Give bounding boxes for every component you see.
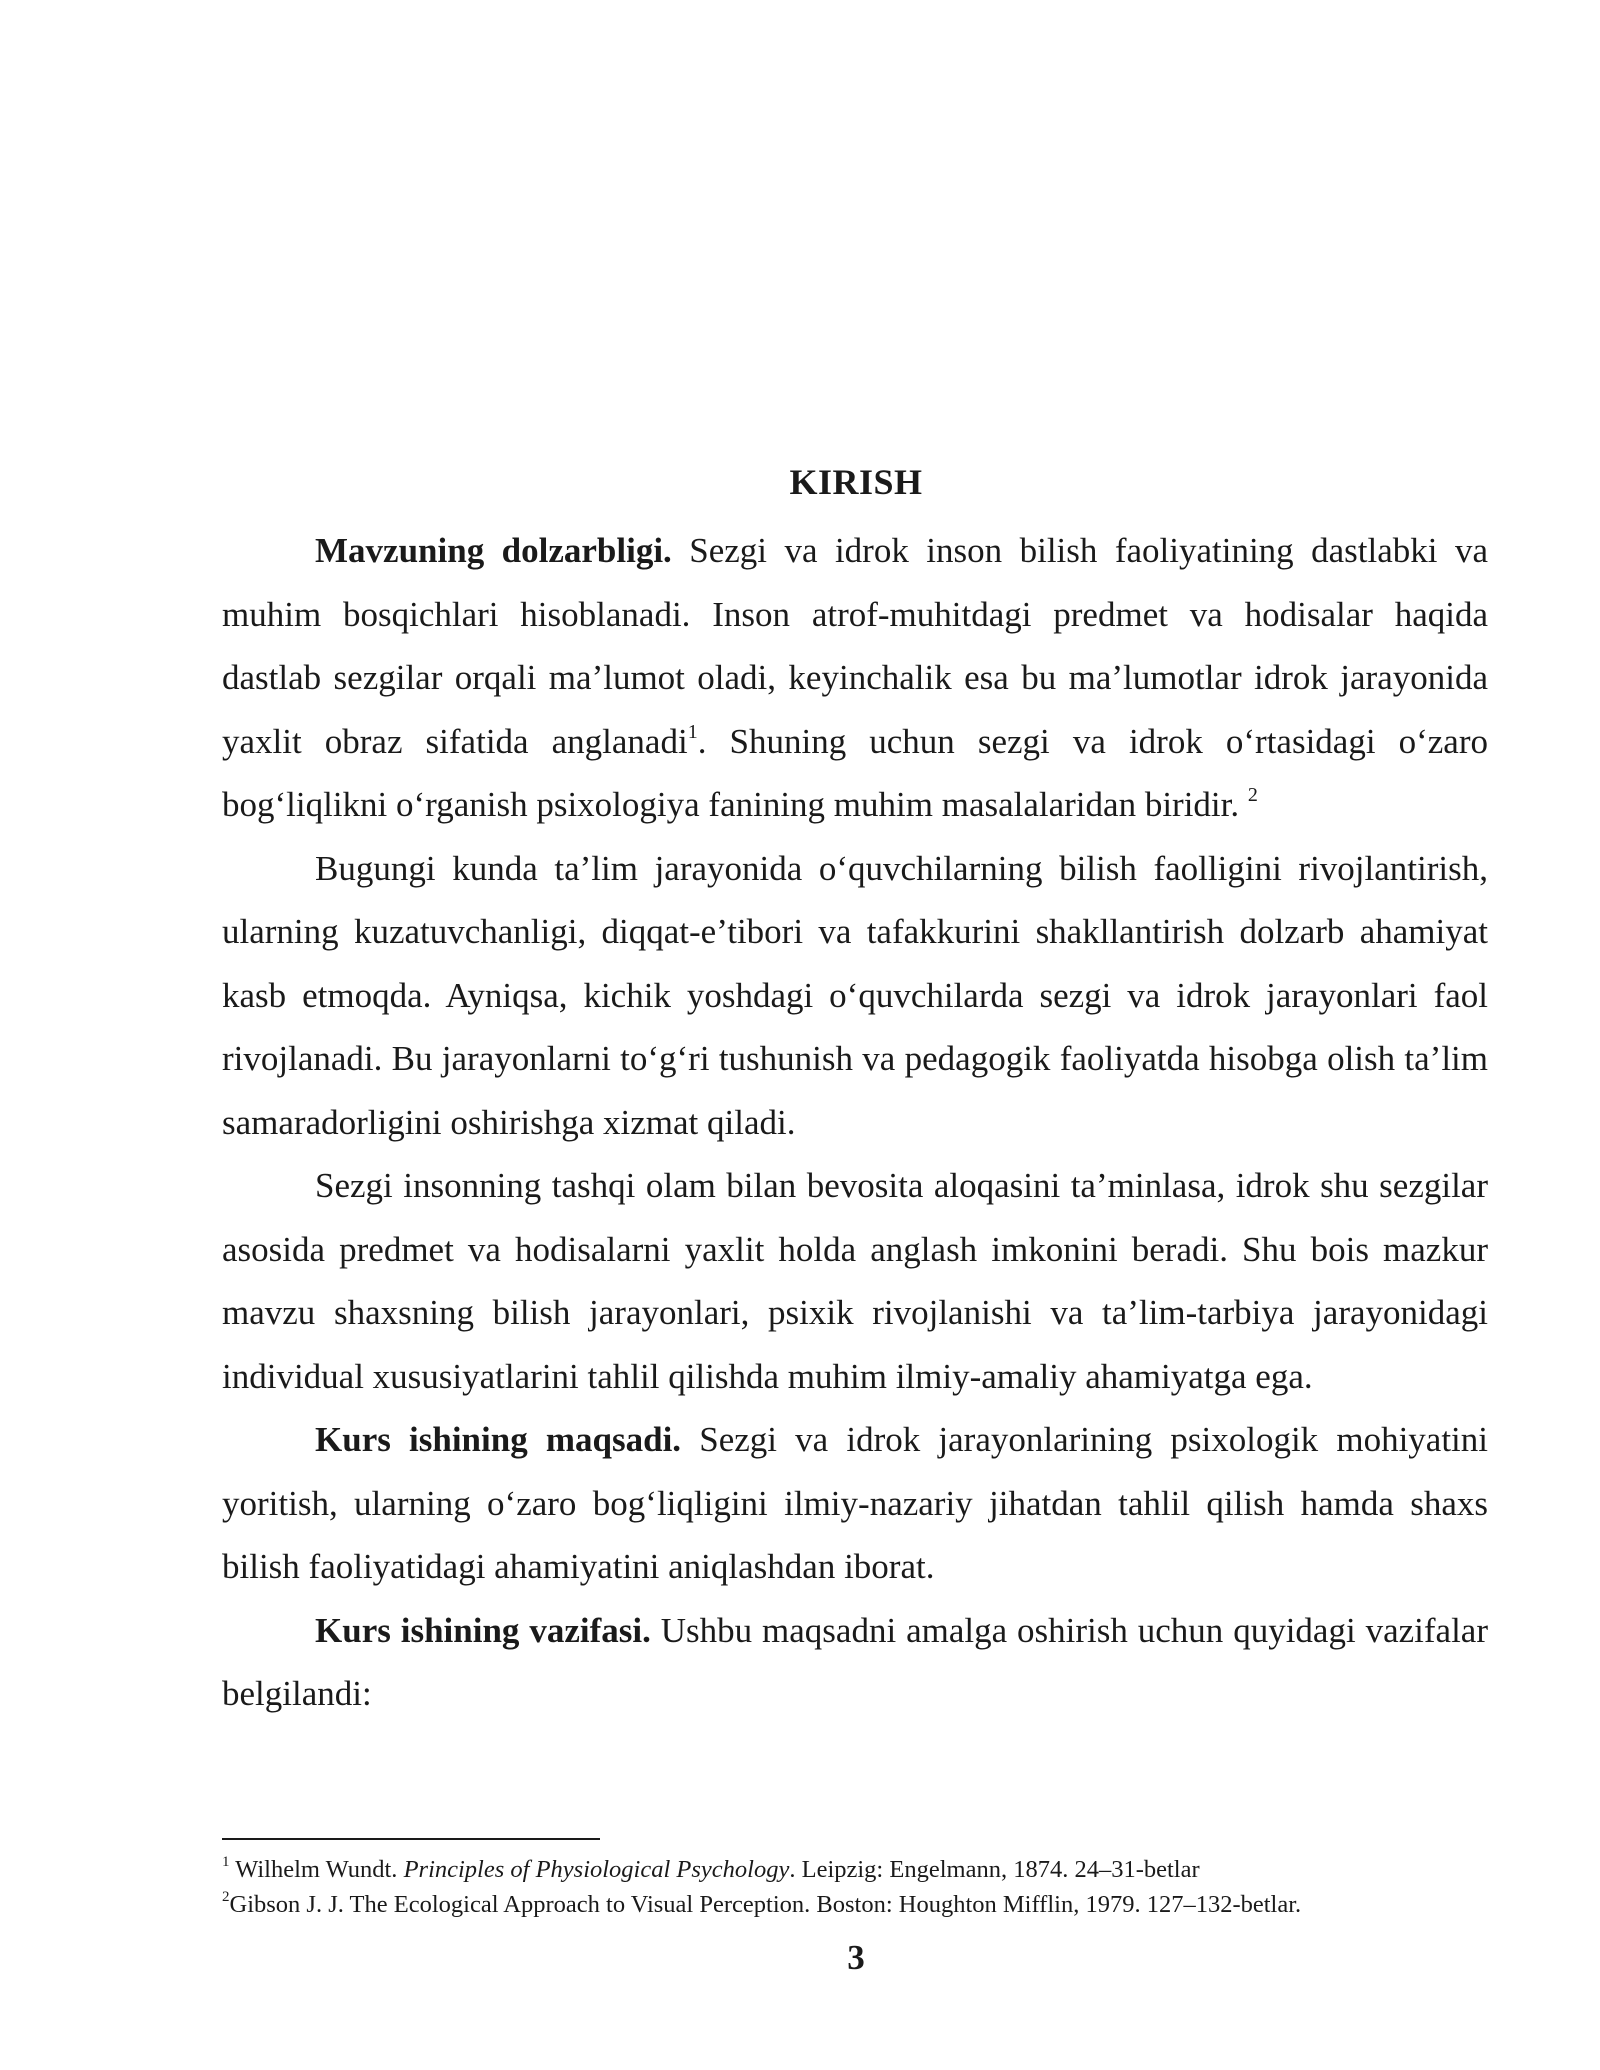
paragraph-goal — [222, 1408, 1488, 1599]
footnote-mark: 2 — [222, 1888, 230, 1905]
paragraph-relevance — [222, 519, 1488, 837]
footnote-reference[interactable]: 1 — [687, 720, 698, 743]
page-number: 3 — [847, 1938, 865, 1977]
paragraph-lead: Kurs ishining vazifasi. — [315, 1610, 651, 1650]
footnote-title: Principles of Physiological Psychology — [403, 1856, 790, 1883]
footnote-text: . Leipzig: Engelmann, 1874. 24–31-betlar — [789, 1856, 1200, 1883]
paragraph: Sezgi insonning tashqi olam bilan bevosita aloqasini ta’minlasa, idrok shu sezgilar asosida predmet va hodisalarni yaxlit holda anglash imkonini beradi. Shu bois mazkur mavzu shaxsning bilish jarayonlari, psixik rivojlanishi va ta’lim-tarbiya jarayonidagi individual xususiyatlarini tahlil qilishda muhim ilmiy-amaliy ahamiyatga ega. — [222, 1166, 1488, 1396]
paragraph-text: Ushbu maqsadni amalga oshirish uchun quyidagi vazifalar belgilandi: — [222, 1610, 1488, 1713]
paragraph-text: Sezgi va idrok jarayonlarining psixologik mohiyatini yoritish, ularning o‘zaro bog‘liqligini ilmiy-nazariy jihatdan tahlil qilish hamda shaxs bilish faoliyatidagi ahamiyatini aniqlashdan iborat. — [222, 1420, 1489, 1586]
paragraph-tasks — [222, 1599, 1488, 1726]
footnote-text: Gibson J. J. The Ecological Approach to Visual Perception. Boston: Houghton Mifflin, 1979. 127–132-betlar. — [229, 1891, 1302, 1918]
footnotes — [222, 1852, 1522, 1922]
footnote-separator — [222, 1838, 600, 1840]
paragraph-text: . Shuning uchun sezgi va idrok o‘rtasidagi o‘zaro bog‘liqlikni o‘rganish psixologiya fanining muhim masalalaridan biridir. — [222, 721, 1488, 824]
paragraph-lead: Kurs ishining maqsadi. — [315, 1420, 682, 1459]
footnote-text: Wilhelm Wundt. — [229, 1856, 404, 1883]
footnote-1 — [222, 1852, 1522, 1887]
paragraph: Bugungi kunda ta’lim jarayonida o‘quvchilarning bilish faolligini rivojlantirish, ularning kuzatuvchanligi, diqqat-e’tibori va tafakkurini shakllantirish dolzarb ahamiyat kasb etmoqda. Ayniqsa, kichik yoshdagi o‘quvchilarda sezgi va idrok jarayonlari faol rivojlanadi. Bu jarayonlarni to‘g‘ri tushunish va pedagogik faoliyatda hisobga olish ta’lim samaradorligini oshirishga xizmat qiladi. — [222, 848, 1488, 1142]
paragraph-lead: Mavzuning dolzarbligi. — [315, 531, 672, 570]
footnote-2 — [222, 1887, 1522, 1922]
body-text — [222, 519, 1488, 1726]
footnote-mark: 1 — [222, 1853, 230, 1870]
footnote-reference[interactable]: 2 — [1247, 784, 1258, 807]
paragraph-text: Sezgi va idrok inson bilish faoliyatining dastlabki va muhim bosqichlari hisoblanadi. Inson atrof-muhitdagi predmet va hodisalar haqida dastlab sezgilar orqali ma’lumot oladi, keyinchalik esa bu ma’lumotlar idrok jarayonida yaxlit obraz sifatida anglanadi — [222, 531, 1488, 761]
section-heading: KIRISH — [789, 462, 923, 502]
